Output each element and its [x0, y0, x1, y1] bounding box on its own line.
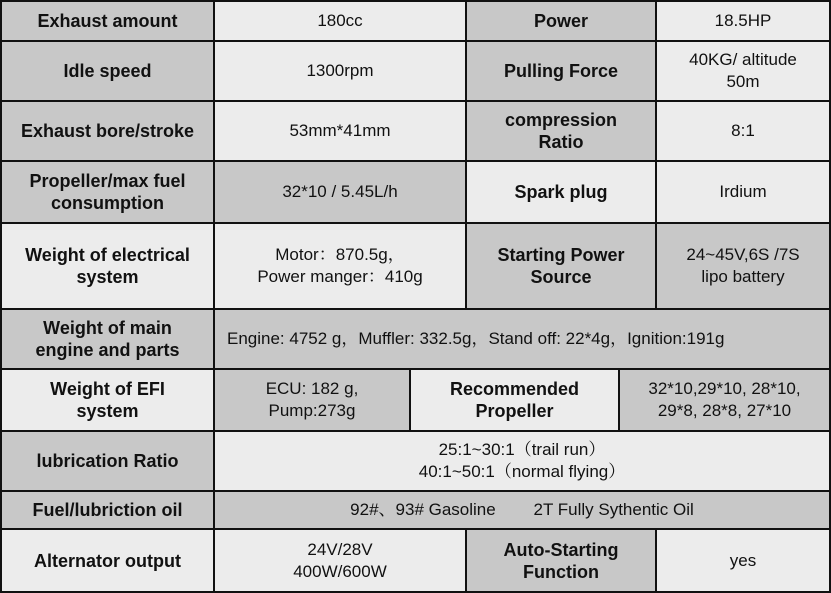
label-text: Exhaust bore/stroke	[20, 121, 195, 141]
value-line: 40:1~50:1（normal flying）	[418, 462, 626, 481]
value-line: 25:1~30:1（trail run）	[438, 440, 606, 459]
value-text: 8:1	[731, 121, 755, 140]
label-line: consumption	[51, 193, 164, 213]
label-exhaust-bore-stroke	[2, 102, 213, 160]
label-line: Starting Power	[497, 245, 625, 265]
label-spark-plug	[467, 162, 655, 222]
value-line: Pump:273g	[268, 401, 356, 420]
label-auto-starting	[467, 530, 655, 591]
label-recommended-propeller	[411, 370, 618, 430]
label-pulling-force	[467, 42, 655, 100]
value-text: Engine: 4752 g，Muffler: 332.5g，Stand off: 22*4g，Ignition:191g	[227, 329, 725, 348]
label-line: Propeller	[475, 401, 554, 421]
label-line: engine and parts	[35, 340, 180, 360]
label-text: Idle speed	[63, 61, 152, 81]
label-power	[467, 2, 655, 40]
label-fuel-oil	[2, 492, 213, 528]
value-line: 50m	[726, 72, 760, 91]
value-starting-power-source	[657, 224, 829, 308]
value-line: 40KG/ altitude	[689, 50, 797, 69]
value-line: 32*10,29*10, 28*10,	[648, 379, 801, 398]
label-line: system	[76, 267, 139, 287]
label-electrical-weight	[2, 224, 213, 308]
value-text: 18.5HP	[714, 11, 772, 30]
label-line: Weight of EFI	[50, 379, 165, 399]
label-line: Source	[530, 267, 592, 287]
value-exhaust-amount	[215, 2, 465, 40]
label-text: Exhaust amount	[37, 11, 178, 31]
value-exhaust-bore-stroke	[215, 102, 465, 160]
value-line: lipo battery	[701, 267, 785, 286]
value-electrical-weight	[215, 224, 465, 308]
label-text: Power	[533, 11, 589, 31]
value-text: Irdium	[719, 182, 767, 201]
label-text: Spark plug	[514, 182, 608, 202]
label-starting-power-source	[467, 224, 655, 308]
value-text: 180cc	[317, 11, 363, 30]
label-text: Fuel/lubriction oil	[32, 500, 183, 520]
label-lubrication-ratio	[2, 432, 213, 490]
value-pulling-force	[657, 42, 829, 100]
label-efi-weight	[2, 370, 213, 430]
value-power	[657, 2, 829, 40]
label-line: Propeller/max fuel	[29, 171, 186, 191]
label-line: Weight of main	[43, 318, 172, 338]
label-text: lubrication Ratio	[36, 451, 179, 471]
value-line: 24~45V,6S /7S	[686, 245, 800, 264]
value-text: 53mm*41mm	[289, 121, 391, 140]
value-compression-ratio	[657, 102, 829, 160]
value-spark-plug	[657, 162, 829, 222]
label-line: Ratio	[538, 132, 584, 152]
label-line: system	[76, 401, 139, 421]
label-compression-ratio	[467, 102, 655, 160]
value-efi-weight	[215, 370, 409, 430]
value-fuel-oil	[215, 492, 829, 528]
value-main-engine-weight	[215, 310, 829, 368]
value-line: ECU: 182 g,	[265, 379, 359, 398]
value-text: yes	[729, 550, 757, 570]
label-line: compression	[504, 110, 618, 130]
value-text: 32*10 / 5.45L/h	[282, 182, 398, 201]
value-auto-starting	[657, 530, 829, 591]
value-recommended-propeller	[620, 370, 829, 430]
value-line: 24V/28V	[307, 539, 373, 559]
label-text: Alternator output	[34, 550, 181, 571]
label-alternator-output	[2, 530, 213, 591]
value-alternator-output	[215, 530, 465, 591]
label-propeller-fuel	[2, 162, 213, 222]
label-line: Function	[523, 561, 599, 582]
value-text: 1300rpm	[306, 61, 374, 80]
label-line: Recommended	[449, 379, 580, 399]
value-line: 29*8, 28*8, 27*10	[657, 401, 792, 420]
label-text: Pulling Force	[503, 61, 618, 81]
label-line: Weight of electrical	[25, 245, 190, 265]
value-lubrication-ratio	[215, 432, 829, 490]
label-exhaust-amount	[2, 2, 213, 40]
value-idle-speed	[215, 42, 465, 100]
value-line: Power manger：410g	[257, 267, 423, 286]
label-main-engine-weight	[2, 310, 213, 368]
label-line: Auto-Starting	[503, 539, 619, 560]
value-line: Motor：870.5g，	[275, 245, 405, 264]
label-idle-speed	[2, 42, 213, 100]
value-propeller-fuel	[215, 162, 465, 222]
value-text: 92#、93# Gasoline 2T Fully Sythentic Oil	[350, 500, 694, 519]
value-line: 400W/600W	[293, 561, 387, 581]
